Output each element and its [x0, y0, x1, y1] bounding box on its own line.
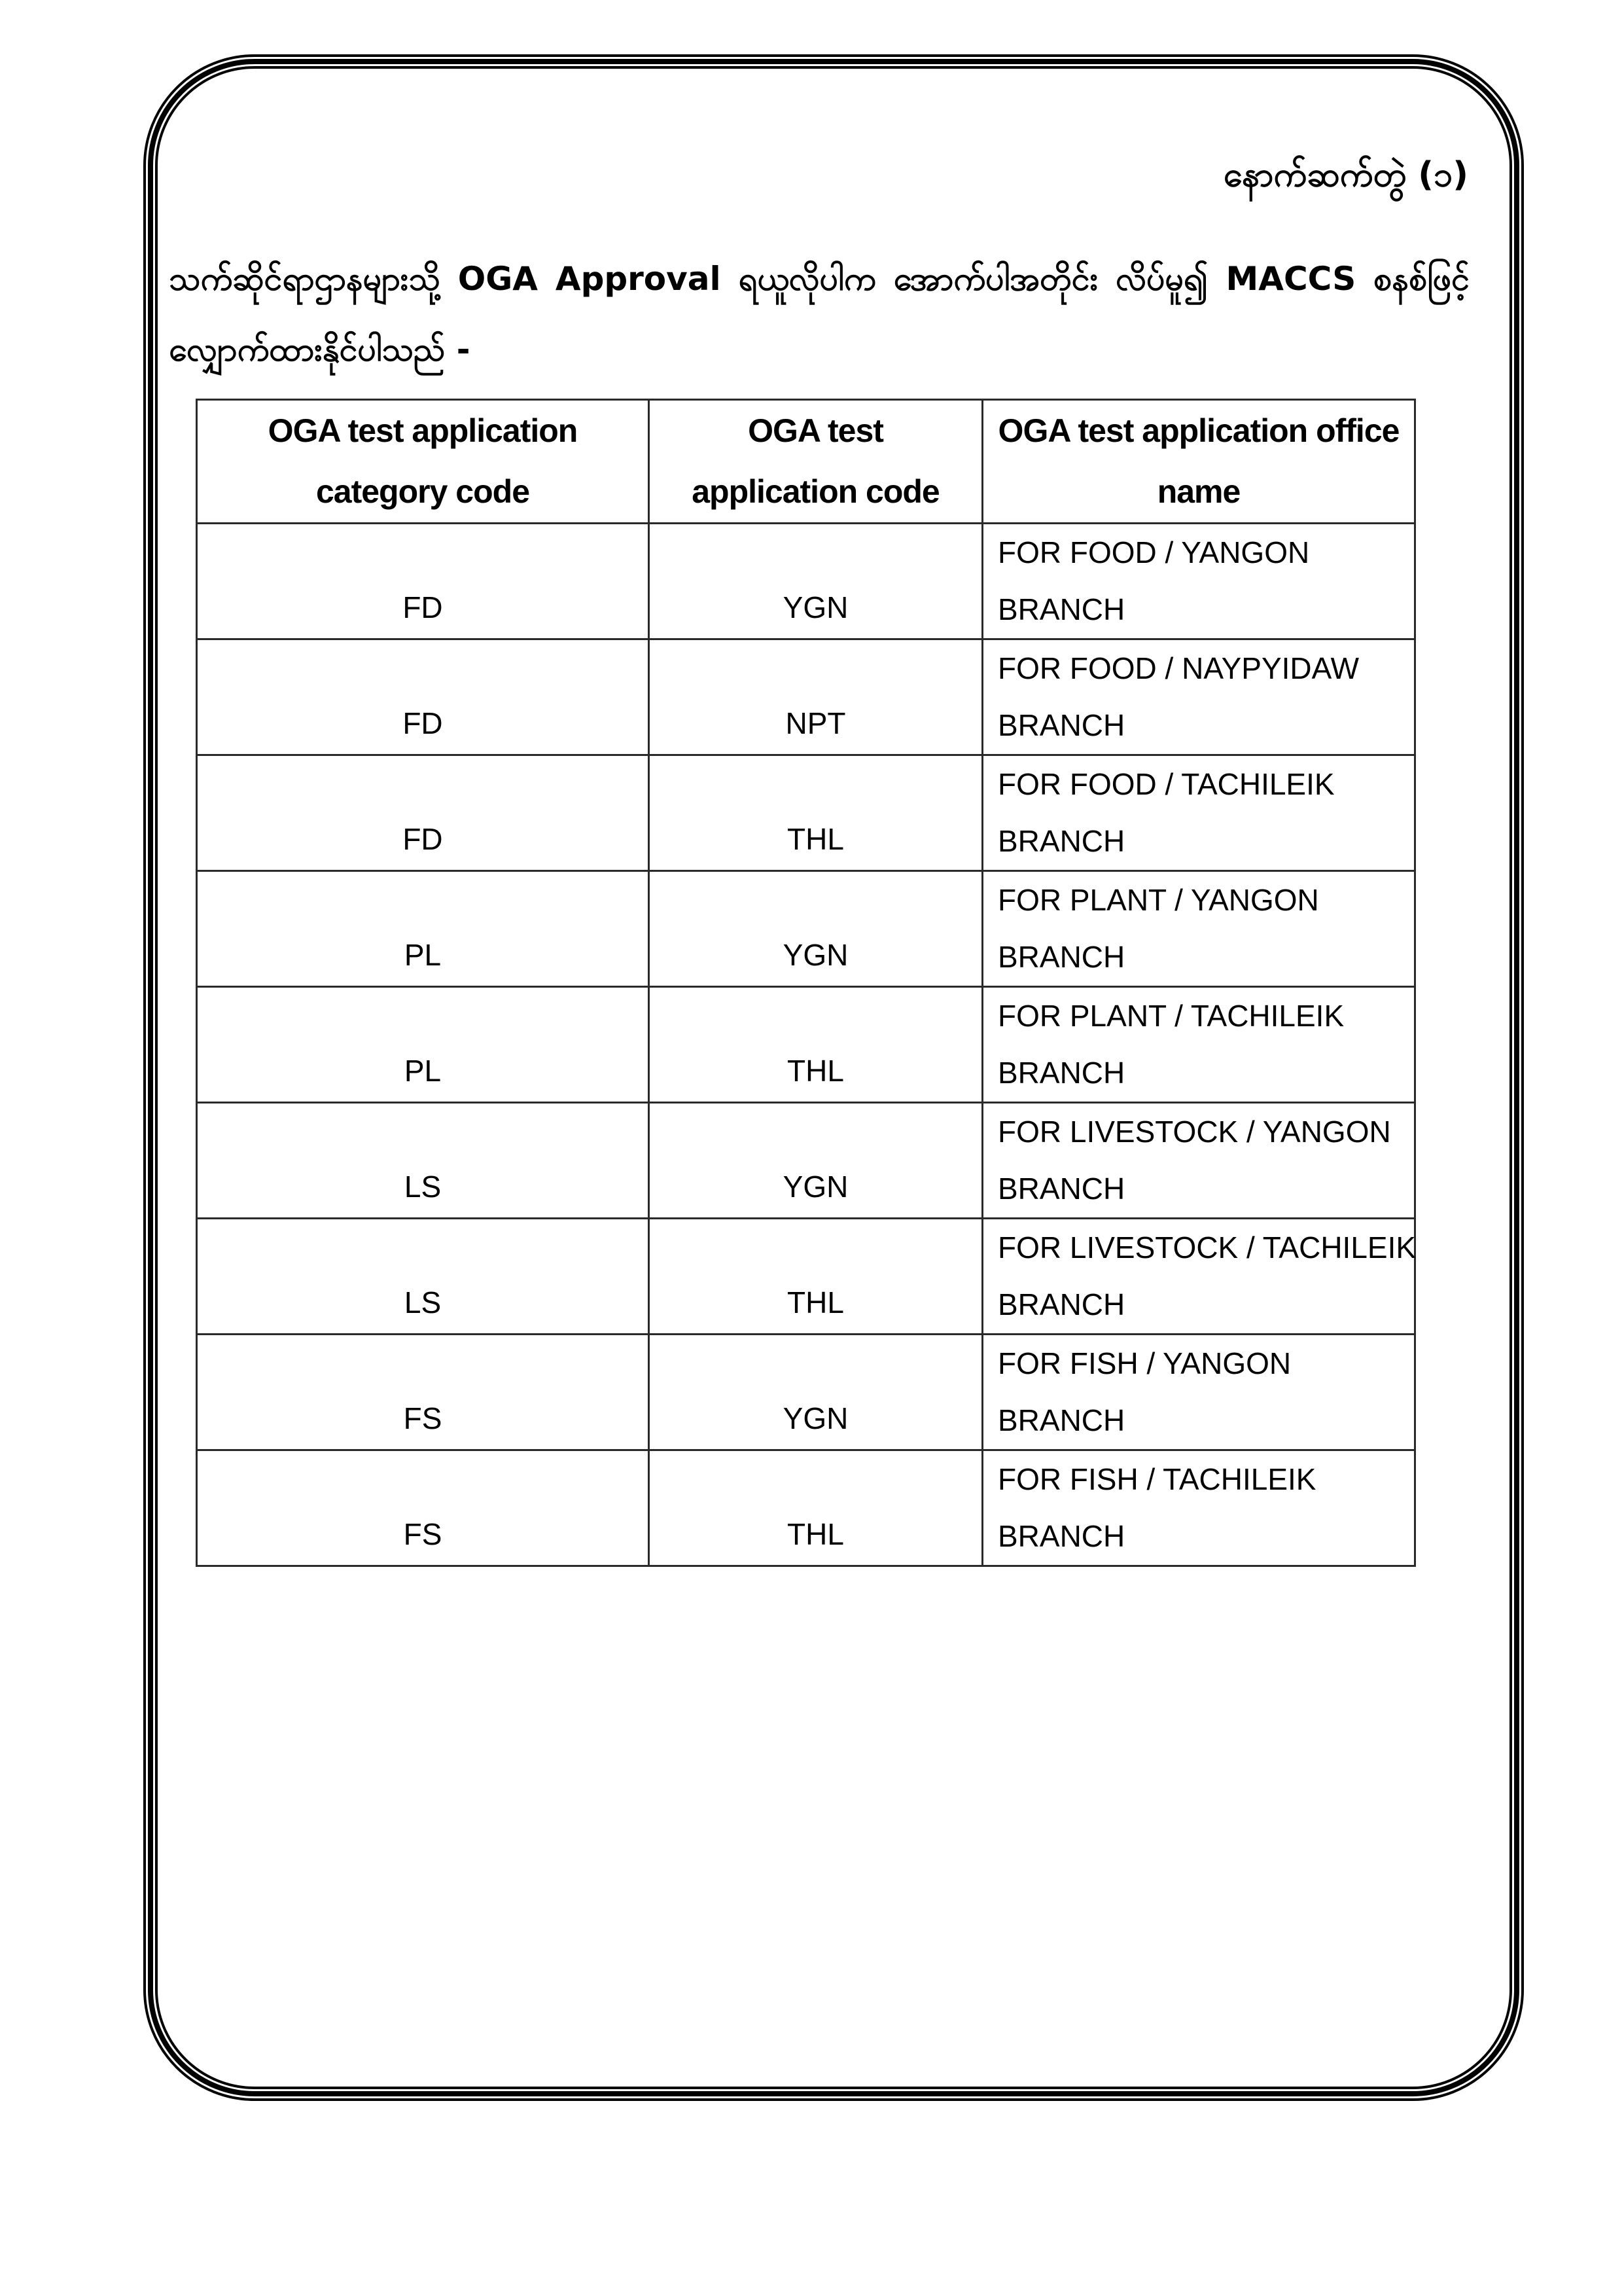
office-name-line: BRANCH — [998, 1403, 1125, 1437]
header-text-line: OGA test application office — [998, 412, 1400, 449]
table-row — [197, 755, 1415, 871]
header-text-line: name — [1157, 473, 1241, 510]
header-text-line: OGA test — [748, 412, 883, 449]
cell-application-code: YGN — [649, 871, 983, 987]
office-name-line: FOR FISH / TACHILEIK — [998, 1462, 1316, 1496]
office-name-line: FOR FISH / YANGON — [998, 1346, 1292, 1380]
table-row — [197, 639, 1415, 755]
cell-category-code: FD — [197, 639, 649, 755]
cell-category-code: PL — [197, 871, 649, 987]
header-application-code — [649, 400, 983, 524]
cell-office-name — [983, 871, 1415, 987]
table-row — [197, 987, 1415, 1103]
cell-category-code: FD — [197, 755, 649, 871]
office-name-line: FOR LIVESTOCK / YANGON — [998, 1115, 1391, 1149]
cell-category-code: LS — [197, 1103, 649, 1219]
office-name-line: BRANCH — [998, 1172, 1125, 1206]
office-name-line: FOR PLANT / TACHILEIK — [998, 999, 1345, 1033]
office-name-line: BRANCH — [998, 1056, 1125, 1090]
cell-office-name — [983, 639, 1415, 755]
cell-application-code: THL — [649, 1219, 983, 1335]
office-name-line: BRANCH — [998, 592, 1125, 626]
table-row — [197, 1335, 1415, 1450]
header-category-code — [197, 400, 649, 524]
office-name-line: BRANCH — [998, 940, 1125, 974]
office-name-line: FOR FOOD / YANGON — [998, 535, 1310, 569]
cell-application-code: THL — [649, 1450, 983, 1566]
header-text-line: OGA test application — [268, 412, 578, 449]
table-row — [197, 1103, 1415, 1219]
table-row — [197, 1450, 1415, 1566]
office-name-line: FOR LIVESTOCK / TACHILEIK — [998, 1230, 1417, 1265]
header-text-line: category code — [315, 473, 529, 510]
office-name-line: BRANCH — [998, 824, 1125, 858]
cell-office-name — [983, 1219, 1415, 1335]
cell-application-code: YGN — [649, 1335, 983, 1450]
cell-category-code: FS — [197, 1335, 649, 1450]
office-name-line: FOR FOOD / NAYPYIDAW — [998, 651, 1360, 685]
cell-category-code: FS — [197, 1450, 649, 1566]
cell-category-code: PL — [197, 987, 649, 1103]
appendix-title: နောက်ဆက်တွဲ (၁) — [1223, 155, 1468, 194]
cell-office-name — [983, 987, 1415, 1103]
office-name-line: FOR FOOD / TACHILEIK — [998, 767, 1335, 801]
header-text-line: application code — [692, 473, 940, 510]
table-row — [197, 871, 1415, 987]
cell-office-name — [983, 524, 1415, 639]
office-name-line: BRANCH — [998, 1519, 1125, 1553]
cell-office-name — [983, 1335, 1415, 1450]
header-office-name — [983, 400, 1415, 524]
table-header-row — [197, 400, 1415, 524]
cell-category-code: FD — [197, 524, 649, 639]
office-name-line: BRANCH — [998, 708, 1125, 742]
cell-category-code: LS — [197, 1219, 649, 1335]
table-row — [197, 1219, 1415, 1335]
cell-application-code: THL — [649, 755, 983, 871]
cell-office-name — [983, 755, 1415, 871]
oga-code-table — [196, 399, 1416, 1567]
office-name-line: BRANCH — [998, 1287, 1125, 1321]
cell-office-name — [983, 1450, 1415, 1566]
table-row — [197, 524, 1415, 639]
cell-application-code: THL — [649, 987, 983, 1103]
cell-application-code: YGN — [649, 1103, 983, 1219]
intro-paragraph: သက်ဆိုင်ရာဌာနများသို့ OGA Approval ရယူလိုပါက အောက်ပါအတိုင်း လိပ်မူ၍ MACCS စနစ်ဖြင့် လျှောက်ထားနိုင်ပါသည် - — [169, 260, 1470, 368]
cell-office-name — [983, 1103, 1415, 1219]
cell-application-code: YGN — [649, 524, 983, 639]
office-name-line: FOR PLANT / YANGON — [998, 883, 1319, 917]
cell-application-code: NPT — [649, 639, 983, 755]
